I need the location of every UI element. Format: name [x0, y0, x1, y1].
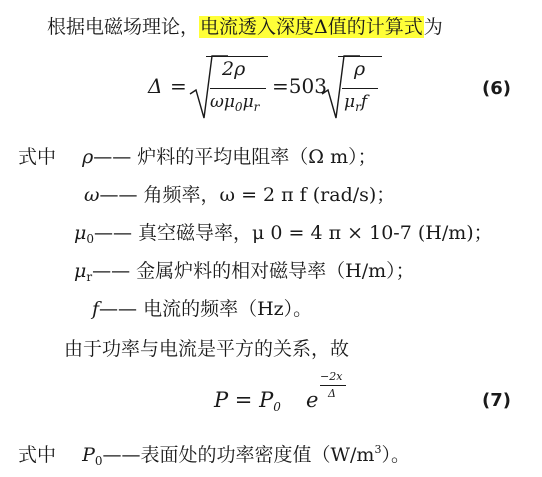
def-symbol: f [92, 298, 100, 320]
where-label-2: 式中 [18, 444, 57, 466]
intro-suffix: 为 [423, 16, 443, 38]
eq7-exp-bar [320, 385, 346, 386]
eq7-exp-den: Δ [328, 387, 336, 400]
equation-6 [148, 52, 398, 122]
def-symbol: ρ [82, 146, 94, 168]
eq6-frac1-num: 2ρ [222, 58, 246, 80]
def-text: —— 炉料的平均电阻率（Ω m）； [93, 146, 377, 168]
eq6-const: =503 [272, 74, 327, 98]
eq6-frac2-den: $\mu_rf$ [344, 92, 368, 114]
def-text: —— 电流的频率（Hz）。 [99, 298, 313, 320]
def-text: —— 金属炉料的相对磁导率（H/m）； [92, 260, 415, 282]
eq6-frac1-den: $\omega\mu_0\mu_r$ [210, 92, 260, 114]
equation-7 [214, 368, 374, 424]
def-symbol: μ [74, 222, 87, 244]
eq6-lhs: Δ [148, 74, 163, 98]
where-label: 式中 [18, 146, 57, 168]
eq7-lhs: P = P0 [214, 388, 281, 414]
intro-line [47, 12, 443, 39]
eq7-base: e [306, 388, 319, 412]
def-text: ——表面处的功率密度值（W/m [102, 444, 375, 466]
def-row-rho [18, 142, 377, 169]
eq7-exp-num: −2x [320, 370, 343, 383]
highlighted-phrase: 电流透入深度Δ值的计算式 [200, 16, 423, 38]
def-subscript: 0 [94, 454, 103, 468]
eq7-number: (7) [482, 390, 511, 411]
def-symbol: P [82, 444, 95, 466]
def-subscript: 0 [86, 232, 94, 246]
def-row-p0 [18, 440, 410, 467]
def-text-end: ）。 [381, 444, 410, 466]
def-row-mur [74, 256, 415, 283]
eq6-equals: = [170, 74, 187, 98]
def-subscript: r [86, 270, 93, 284]
def-row-f [92, 294, 312, 321]
def-row-omega [84, 180, 395, 207]
def-text: —— 角频率，ω = 2 π f (rad/s)； [99, 184, 396, 206]
def-row-mu0 [74, 218, 493, 245]
eq6-frac2-num: ρ [354, 58, 366, 80]
eq6-frac2-bar [342, 88, 378, 89]
def-symbol: μ [74, 260, 87, 282]
def-symbol: ω [84, 184, 100, 206]
unit-superscript: 3 [374, 443, 382, 456]
def-text: —— 真空磁导率，μ 0 = 4 π × 10-7 (H/m)； [94, 222, 493, 244]
intro-prefix: 根据电磁场理论， [47, 16, 200, 38]
eq6-number: (6) [482, 78, 511, 99]
paragraph-2: 由于功率与电流是平方的关系，故 [64, 338, 350, 360]
eq6-frac1-bar [210, 88, 266, 89]
